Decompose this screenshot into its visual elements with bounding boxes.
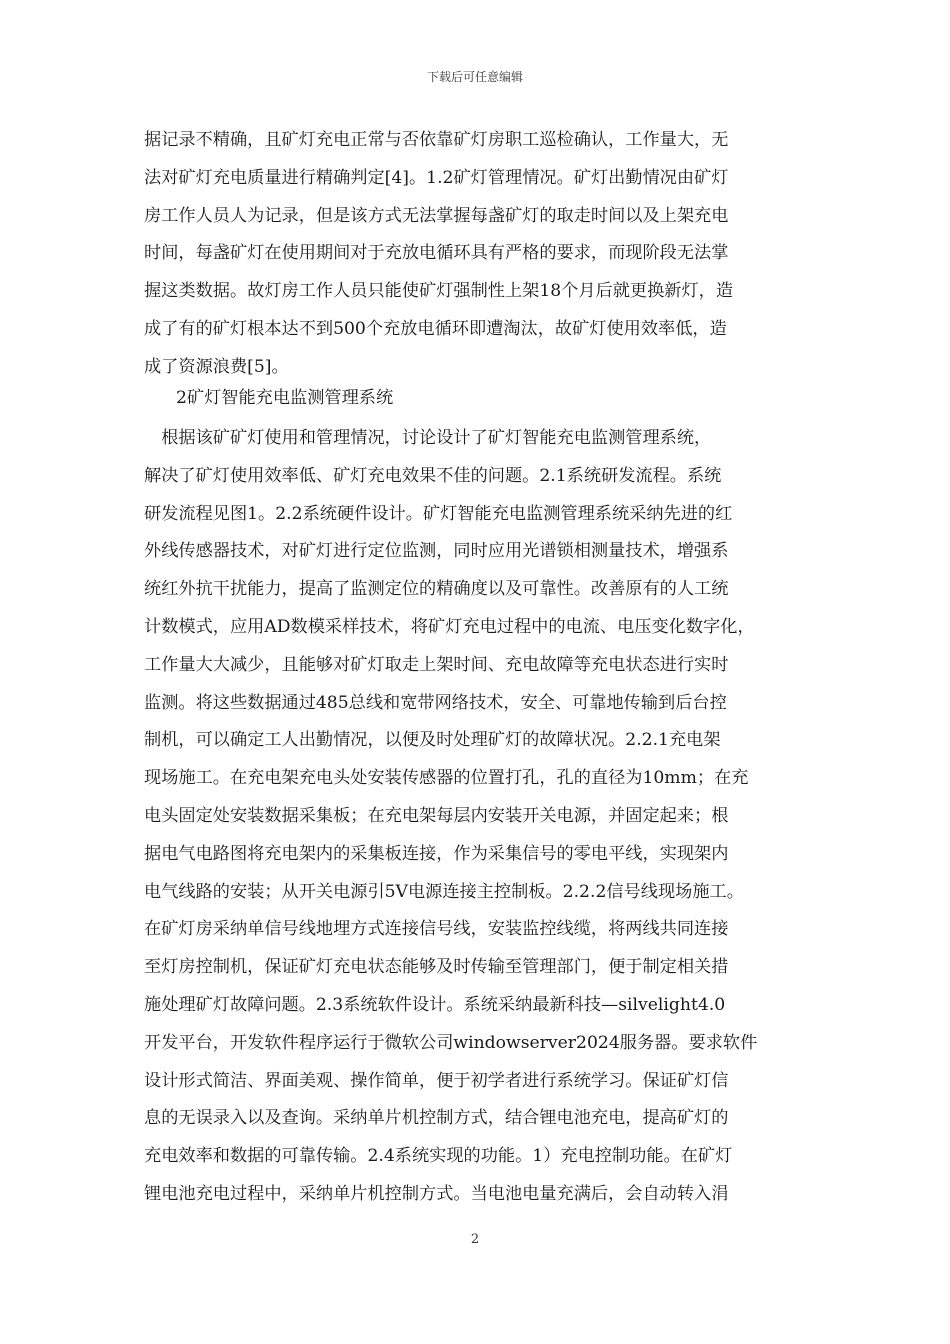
page-number: 2 [470,1232,480,1247]
text-line: 在矿灯房采纳单信号线地埋方式连接信号线，安装监控线缆，将两线共同连接 [144,919,729,940]
text-line: 计数模式，应用AD数模采样技术，将矿灯充电过程中的电流、电压变化数字化， [144,616,755,637]
text-line: 充电效率和数据的可靠传输。2.4系统实现的功能。1）充电控制功能。在矿灯 [144,1146,733,1167]
text-line: 工作量大大减少，且能够对矿灯取走上架时间、充电故障等充电状态进行实时 [144,654,729,675]
text-line: 握这类数据。故灯房工作人员只能使矿灯强制性上架18个月后就更换新灯，造 [144,281,734,302]
text-line: 外线传感器技术，对矿灯进行定位监测，同时应用光谱锁相测量技术，增强系 [144,541,729,562]
text-line: 研发流程见图1。2.2系统硬件设计。矿灯智能充电监测管理系统采纳先进的红 [144,503,733,524]
text-line: 据电气电路图将充电架内的采集板连接，作为采集信号的零电平线，实现架内 [144,843,729,864]
paragraph-1 [144,122,819,387]
text-line: 电气线路的安装；从开关电源引5V电源连接主控制板。2.2.2信号线现场施工。 [144,881,744,902]
text-line: 监测。将这些数据通过485总线和宽带网络技术，安全、可靠地传输到后台控 [144,692,727,713]
text-line: 电头固定处安装数据采集板；在充电架每层内安装开关电源，并固定起来；根 [144,805,729,826]
text-line: 锂电池充电过程中，采纳单片机控制方式。当电池电量充满后，会自动转入涓 [144,1183,729,1204]
text-line: 设计形式简洁、界面美观、操作简单，便于初学者进行系统学习。保证矿灯信 [144,1070,729,1091]
text-line: 息的无误录入以及查询。采纳单片机控制方式，结合锂电池充电，提高矿灯的 [144,1108,729,1129]
text-line: 据记录不精确，且矿灯充电正常与否依靠矿灯房职工巡检确认，工作量大，无 [144,130,729,150]
text-line: 时间，每盏矿灯在使用期间对于充放电循环具有严格的要求，而现阶段无法掌 [144,243,729,264]
section-heading: 2矿灯智能充电监测管理系统 [176,388,394,408]
paragraph-2 [144,420,819,1214]
page-header: 下载后可任意编辑 [426,70,523,84]
text-line: 统红外抗干扰能力，提高了监测定位的精确度以及可靠性。改善原有的人工统 [144,579,729,600]
text-line: 成了有的矿灯根本达不到500个充放电循环即遭淘汰，故矿灯使用效率低，造 [144,318,727,339]
text-line: 法对矿灯充电质量进行精确判定[4]。1.2矿灯管理情况。矿灯出勤情况由矿灯 [144,167,729,188]
text-line: 房工作人员人为记录，但是该方式无法掌握每盏矿灯的取走时间以及上架充电 [144,205,729,226]
text-line: 解决了矿灯使用效率低、矿灯充电效果不佳的问题。2.1系统研发流程。系统 [144,465,722,486]
text-line: 成了资源浪费[5]。 [144,356,289,377]
text-line: 施处理矿灯故障问题。2.3系统软件设计。系统采纳最新科技—silvelight4.0 [144,994,726,1015]
text-line: 开发平台，开发软件程序运行于微软公司windowserver2024服务器。要求软件 [144,1032,758,1053]
text-line: 现场施工。在充电架充电头处安装传感器的位置打孔，孔的直径为10mm；在充 [144,768,749,789]
text-line: 制机，可以确定工人出勤情况，以便及时处理矿灯的故障状况。2.2.1充电架 [144,730,721,751]
text-line: 至灯房控制机，保证矿灯充电状态能够及时传输至管理部门，便于制定相关措 [144,957,729,978]
text-line: 根据该矿矿灯使用和管理情况，讨论设计了矿灯智能充电监测管理系统， [144,428,712,448]
